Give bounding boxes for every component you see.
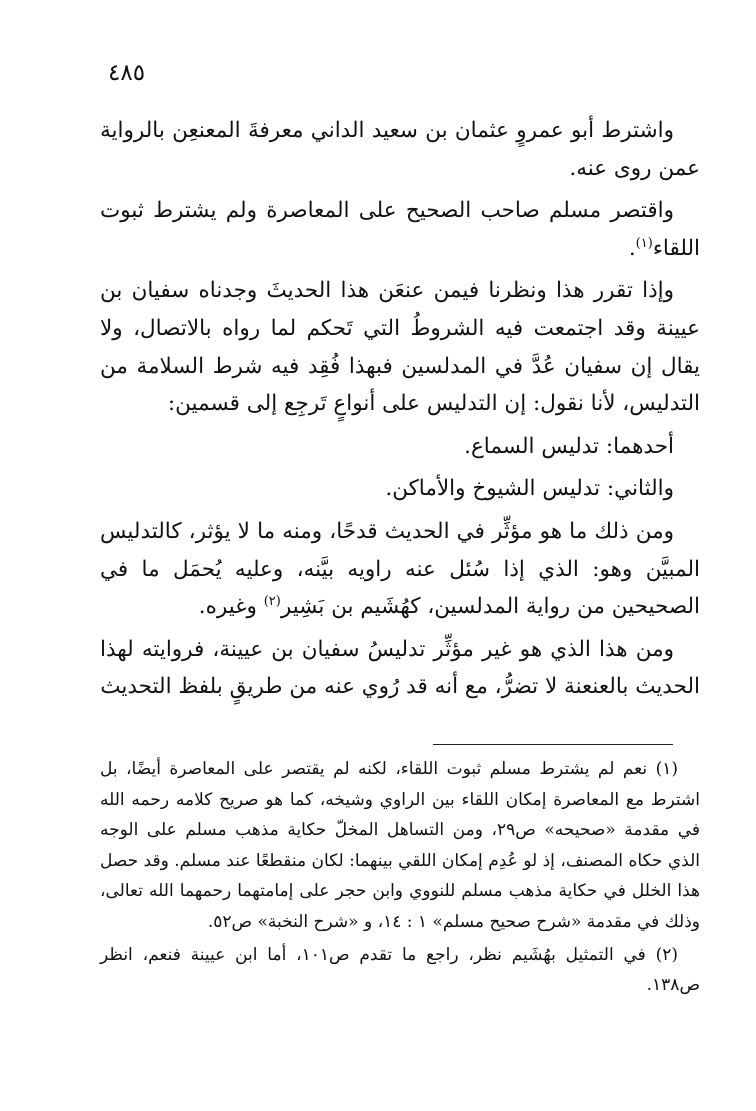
footnote-marker-1[interactable]: (١) — [635, 235, 653, 251]
footnote-marker-2[interactable]: (٢) — [263, 593, 281, 609]
footnote-1: (١) نعم لم يشترط مسلم ثبوت اللقاء، لكنه لم يقتصر على المعاصرة أيضًا، بل اشترط مع المعاصرة إمكان اللقاء بين الراوي وشيخه، كما هو صريح كلامه رحمه الله في مقدمة «صحيحه» ص٢٩، ومن التساهل المخلّ حكاية مذهب مسلم على الوجه الذي حكاه المصنف، إذ لو عُدِم إمكان اللقي بينهما: لكان منقطعًا عند مسلم. وقد حصل هذا الخلل في حكاية مذهب مسلم للنووي وابن حجر على إمامتهما رحمهما الله تعالى، وذلك في مقدمة «شرح صحيح مسلم» ١ : ١٤، و «شرح النخبة» ص٥٢. — [100, 759, 700, 932]
paragraph-2 — [100, 192, 700, 267]
paragraph-6-end: وغيره. — [198, 594, 264, 620]
main-text — [100, 112, 700, 711]
paragraph-2-text: واقتصر مسلم صاحب الصحيح على المعاصرة ولم يشترط ثبوت اللقاء — [100, 198, 700, 261]
page-number: ٤٨٥ — [108, 60, 146, 86]
footnote-separator — [433, 744, 673, 745]
paragraph-1: واشترط أبو عمروٍ عثمان بن سعيد الداني معرفةَ المعنعِن بالرواية عمن روى عنه. — [100, 118, 700, 181]
paragraph-5: والثاني: تدليس الشيوخ والأماكن. — [385, 476, 674, 502]
paragraph-4: أحدهما: تدليس السماع. — [464, 433, 674, 459]
footnotes — [100, 754, 700, 1003]
paragraph-6-text: ومن ذلك ما هو مؤثِّر في الحديث قدحًا، ومنه ما لا يؤثر، كالتدليس المبيَّن وهو: الذي إذا سُئل عنه راويه بيَّنه، وعليه يُحمَل ما في الصحيحين من رواية المدلسين، كهُشَيم بن بَشِير — [100, 518, 700, 620]
paragraph-7: ومن هذا الذي هو غير مؤثِّر تدليسُ سفيان بن عيينة، فروايته لهذا الحديث بالعنعنة لا تضرُّ، مع أنه قد رُوي عنه من طريقٍ بلفظ التحديث — [100, 636, 700, 700]
paragraph-3: وإذا تقرر هذا ونظرنا فيمن عنعَن هذا الحديثَ وجدناه سفيان بن عيينة وقد اجتمعت فيه الشروطُ التي تَحكم لما رواه بالاتصال، ولا يقال إن سفيان عُدَّ في المدلسين فبهذا فُقِد فيه شرط السلامة من التدليس، لأنا نقول: إن التدليس على أنواعٍ تَرجِع إلى قسمين: — [100, 278, 700, 417]
paragraph-2-end: . — [628, 235, 636, 261]
paragraph-6 — [100, 513, 700, 626]
footnote-2: (٢) في التمثيل بهُشَيم نظر، راجع ما تقدم ص١٠١، أما ابن عيينة فنعم، انظر ص١٣٨. — [100, 944, 700, 996]
